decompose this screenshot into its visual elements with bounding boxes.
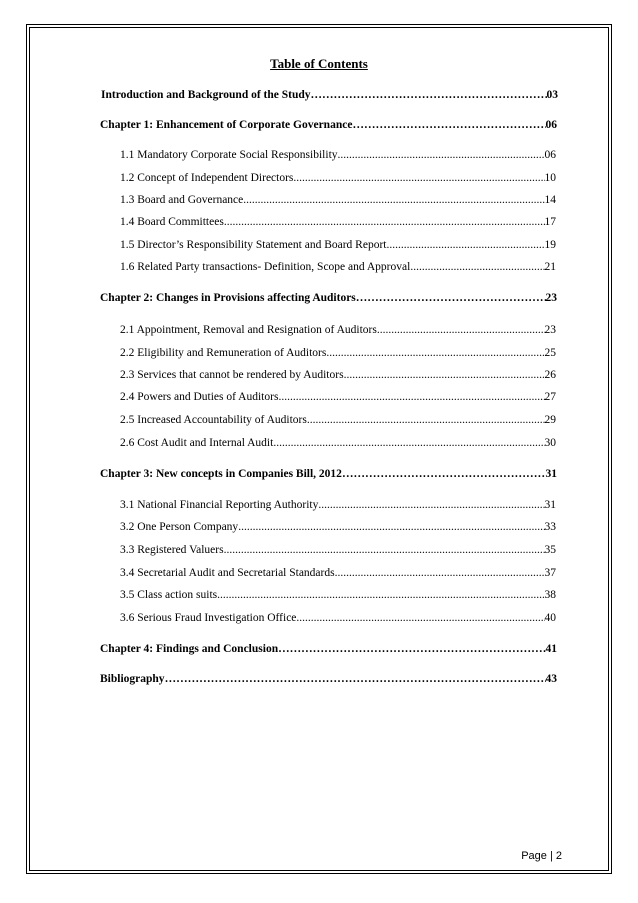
toc-entry-page: 40: [544, 612, 556, 624]
toc-entry-page: 33: [544, 521, 556, 533]
toc-leader-dots: [335, 566, 545, 580]
toc-entry-page: 26: [544, 369, 556, 381]
toc-entry-section-2-2: [120, 346, 556, 360]
toc-entry-label: 3.5 Class action suits: [120, 589, 218, 601]
toc-entry-section-2-3: [120, 368, 556, 382]
toc-leader-dots: [410, 260, 544, 274]
toc-entry-section-3-3: [120, 543, 556, 557]
toc-entry-page: 30: [544, 437, 556, 449]
toc-entry-page: 37: [544, 567, 556, 579]
toc-entry-label: 1.1 Mandatory Corporate Social Responsibility: [120, 149, 338, 161]
toc-leader-dots: [311, 88, 547, 102]
toc-entry-page: 03: [546, 89, 558, 101]
toc-entry-label: 3.4 Secretarial Audit and Secretarial Standards: [120, 567, 335, 579]
toc-leader-dots: [352, 118, 545, 132]
toc-entry-section-1-6: [120, 260, 556, 274]
toc-entry-label: 2.4 Powers and Duties of Auditors: [120, 391, 279, 403]
toc-entry-section-1-2: [120, 171, 556, 185]
toc-leader-dots: [356, 291, 546, 305]
toc-entry-page: 41: [545, 643, 557, 655]
toc-entry-section-3-2: [120, 520, 556, 534]
toc-entry-introduction: [101, 88, 558, 102]
toc-leader-dots: [217, 588, 544, 602]
toc-entry-label: 1.5 Director’s Responsibility Statement and Board Report: [120, 239, 387, 251]
toc-leader-dots: [224, 543, 545, 557]
toc-entry-page: 23: [545, 292, 557, 304]
toc-entry-section-3-1: [120, 498, 556, 512]
toc-entry-label: 2.6 Cost Audit and Internal Audit: [120, 437, 274, 449]
toc-entry-page: 23: [544, 324, 556, 336]
toc-entry-section-1-4: [120, 215, 556, 229]
toc-leader-dots: [293, 171, 544, 185]
page-number-footer: Page | 2: [521, 850, 562, 862]
toc-entry-label: Chapter 1: Enhancement of Corporate Governance: [100, 119, 353, 131]
toc-entry-label: Chapter 2: Changes in Provisions affecting Auditors: [100, 292, 356, 304]
toc-entry-bibliography: [100, 672, 557, 686]
toc-leader-dots: [318, 498, 544, 512]
toc-entry-page: 35: [544, 544, 556, 556]
toc-entry-page: 31: [544, 499, 556, 511]
toc-entry-section-2-5: [120, 413, 556, 427]
toc-entry-label: 2.2 Eligibility and Remuneration of Auditors: [120, 347, 327, 359]
toc-leader-dots: [326, 346, 544, 360]
toc-entry-label: 3.6 Serious Fraud Investigation Office: [120, 612, 297, 624]
toc-entry-label: 1.3 Board and Governance: [120, 194, 244, 206]
toc-entry-section-2-6: [120, 436, 556, 450]
toc-entry-page: 21: [544, 261, 556, 273]
toc-entry-page: 06: [544, 149, 556, 161]
toc-entry-page: 25: [544, 347, 556, 359]
toc-entry-section-3-5: [120, 588, 556, 602]
toc-leader-dots: [307, 413, 545, 427]
toc-leader-dots: [238, 520, 544, 534]
toc-entry-chapter-1: [100, 118, 557, 132]
toc-entry-chapter-2: [100, 291, 557, 305]
toc-entry-page: 19: [544, 239, 556, 251]
toc-entry-section-1-3: [120, 193, 556, 207]
toc-entry-page: 27: [544, 391, 556, 403]
toc-entry-label: Chapter 3: New concepts in Companies Bill, 2012: [100, 468, 342, 480]
toc-entry-page: 29: [544, 414, 556, 426]
toc-entry-label: Bibliography: [100, 673, 165, 685]
toc-entry-label: 2.3 Services that cannot be rendered by Auditors: [120, 369, 344, 381]
toc-entry-section-2-1: [120, 323, 556, 337]
toc-leader-dots: [338, 148, 545, 162]
toc-entry-page: 38: [544, 589, 556, 601]
toc-leader-dots: [386, 238, 544, 252]
toc-entry-label: 3.2 One Person Company: [120, 521, 239, 533]
toc-entry-page: 31: [545, 468, 557, 480]
toc-leader-dots: [344, 368, 545, 382]
toc-entry-label: Introduction and Background of the Study: [101, 89, 311, 101]
toc-leader-dots: [278, 390, 544, 404]
toc-title: Table of Contents: [270, 56, 368, 71]
toc-leader-dots: [224, 215, 545, 229]
toc-entry-label: 3.3 Registered Valuers: [120, 544, 224, 556]
toc-leader-dots: [165, 672, 546, 686]
toc-entry-section-1-5: [120, 238, 556, 252]
toc-leader-dots: [342, 467, 546, 481]
toc-entry-label: 1.2 Concept of Independent Directors: [120, 172, 294, 184]
toc-leader-dots: [377, 323, 545, 337]
toc-entry-page: 10: [544, 172, 556, 184]
toc-entry-label: 1.4 Board Committees: [120, 216, 224, 228]
toc-entry-chapter-4: [100, 642, 557, 656]
toc-entry-section-3-6: [120, 611, 556, 625]
toc-leader-dots: [296, 611, 544, 625]
toc-entry-section-2-4: [120, 390, 556, 404]
toc-entry-page: 17: [544, 216, 556, 228]
toc-entry-label: 2.5 Increased Accountability of Auditors: [120, 414, 307, 426]
toc-leader-dots: [243, 193, 544, 207]
toc-entry-page: 43: [545, 673, 557, 685]
toc-entry-label: Chapter 4: Findings and Conclusion: [100, 643, 279, 655]
toc-entry-label: 1.6 Related Party transactions- Definition, Scope and Approval: [120, 261, 411, 273]
toc-entry-label: 3.1 National Financial Reporting Authority: [120, 499, 319, 511]
toc-entry-chapter-3: [100, 467, 557, 481]
toc-leader-dots: [273, 436, 544, 450]
toc-entry-section-3-4: [120, 566, 556, 580]
toc-entry-label: 2.1 Appointment, Removal and Resignation of Auditors: [120, 324, 377, 336]
toc-leader-dots: [278, 642, 545, 656]
toc-entry-page: 14: [544, 194, 556, 206]
toc-entry-page: 06: [545, 119, 557, 131]
toc-entry-section-1-1: [120, 148, 556, 162]
